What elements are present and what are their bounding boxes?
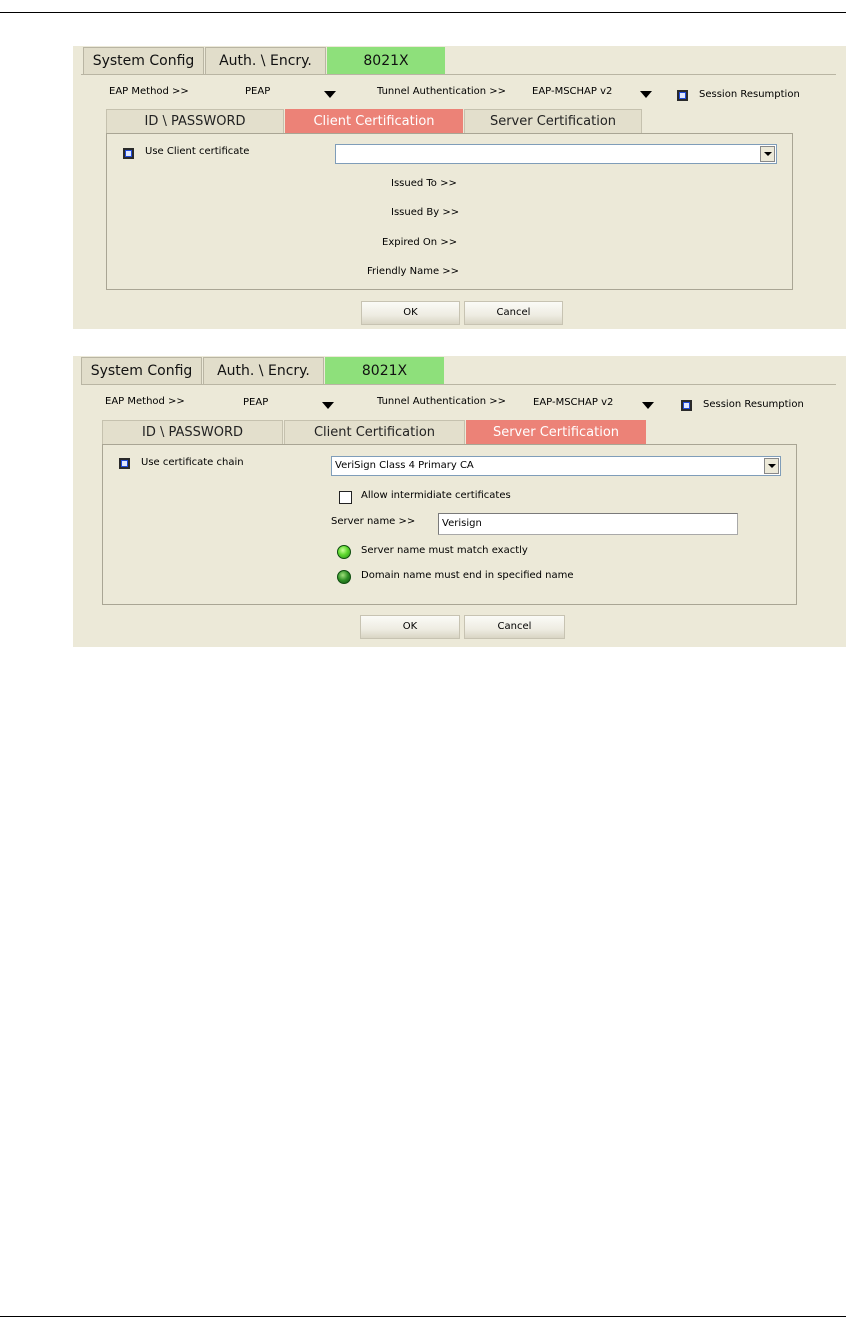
tab-auth-encry[interactable]: Auth. \ Encry. — [203, 357, 324, 384]
ok-button[interactable]: OK — [360, 615, 460, 639]
eap-method-value[interactable]: PEAP — [243, 397, 269, 408]
tunnel-auth-dropdown-icon[interactable] — [642, 402, 654, 409]
radio-domain-name-end-label: Domain name must end in specified name — [361, 570, 574, 581]
radio-domain-name-end[interactable] — [337, 570, 351, 584]
cancel-button[interactable]: Cancel — [464, 301, 563, 325]
allow-intermediate-checkbox[interactable] — [339, 491, 352, 504]
eap-method-label: EAP Method >> — [109, 86, 189, 97]
session-resumption-label: Session Resumption — [699, 89, 800, 100]
session-resumption-checkbox[interactable] — [681, 400, 692, 411]
page-bottom-rule — [0, 1316, 846, 1317]
tunnel-auth-dropdown-icon[interactable] — [640, 91, 652, 98]
tab-system-config[interactable]: System Config — [81, 357, 202, 384]
tab-8021x[interactable]: 8021X — [327, 47, 445, 74]
issued-by-label: Issued By >> — [391, 207, 460, 218]
tab-system-config[interactable]: System Config — [83, 47, 204, 74]
eap-method-label: EAP Method >> — [105, 396, 185, 407]
cancel-button[interactable]: Cancel — [464, 615, 565, 639]
certificate-chain-select[interactable] — [331, 456, 781, 476]
subtab-id-password[interactable]: ID \ PASSWORD — [106, 109, 284, 133]
issued-to-label: Issued To >> — [391, 178, 457, 189]
ok-button[interactable]: OK — [361, 301, 460, 325]
dialog-client-certification — [73, 46, 846, 329]
radio-server-name-match[interactable] — [337, 545, 351, 559]
tunnel-auth-value[interactable]: EAP-MSCHAP v2 — [532, 86, 613, 97]
use-certificate-chain-label: Use certificate chain — [141, 457, 244, 468]
tab-divider — [81, 74, 836, 75]
chevron-down-icon[interactable] — [764, 458, 779, 474]
eap-method-value[interactable]: PEAP — [245, 86, 271, 97]
radio-server-name-match-label: Server name must match exactly — [361, 545, 528, 556]
tunnel-auth-label: Tunnel Authentication >> — [377, 396, 507, 407]
session-resumption-label: Session Resumption — [703, 399, 804, 410]
page-top-rule — [0, 12, 846, 13]
dialog-server-certification — [73, 356, 846, 647]
tab-divider — [81, 384, 836, 385]
expired-on-label: Expired On >> — [382, 237, 458, 248]
server-name-input[interactable]: Verisign — [438, 513, 738, 535]
chevron-down-icon[interactable] — [760, 146, 775, 162]
subtab-id-password[interactable]: ID \ PASSWORD — [102, 420, 283, 444]
tab-auth-encry[interactable]: Auth. \ Encry. — [205, 47, 326, 74]
session-resumption-checkbox[interactable] — [677, 90, 688, 101]
tunnel-auth-value[interactable]: EAP-MSCHAP v2 — [533, 397, 614, 408]
server-name-label: Server name >> — [331, 516, 416, 527]
use-client-certificate-label: Use Client certificate — [145, 146, 250, 157]
certificate-chain-value: VeriSign Class 4 Primary CA — [335, 460, 474, 471]
subtab-server-certification[interactable]: Server Certification — [464, 109, 642, 133]
subtab-client-certification[interactable]: Client Certification — [284, 420, 465, 444]
subtab-server-certification[interactable]: Server Certification — [466, 420, 646, 444]
allow-intermediate-label: Allow intermidiate certificates — [361, 490, 511, 501]
eap-method-dropdown-icon[interactable] — [322, 402, 334, 409]
use-client-certificate-checkbox[interactable] — [123, 148, 134, 159]
tunnel-auth-label: Tunnel Authentication >> — [377, 86, 507, 97]
client-certificate-select[interactable] — [335, 144, 777, 164]
friendly-name-label: Friendly Name >> — [367, 266, 460, 277]
tab-8021x[interactable]: 8021X — [325, 357, 444, 384]
eap-method-dropdown-icon[interactable] — [324, 91, 336, 98]
use-certificate-chain-checkbox[interactable] — [119, 458, 130, 469]
subtab-client-certification[interactable]: Client Certification — [285, 109, 463, 133]
